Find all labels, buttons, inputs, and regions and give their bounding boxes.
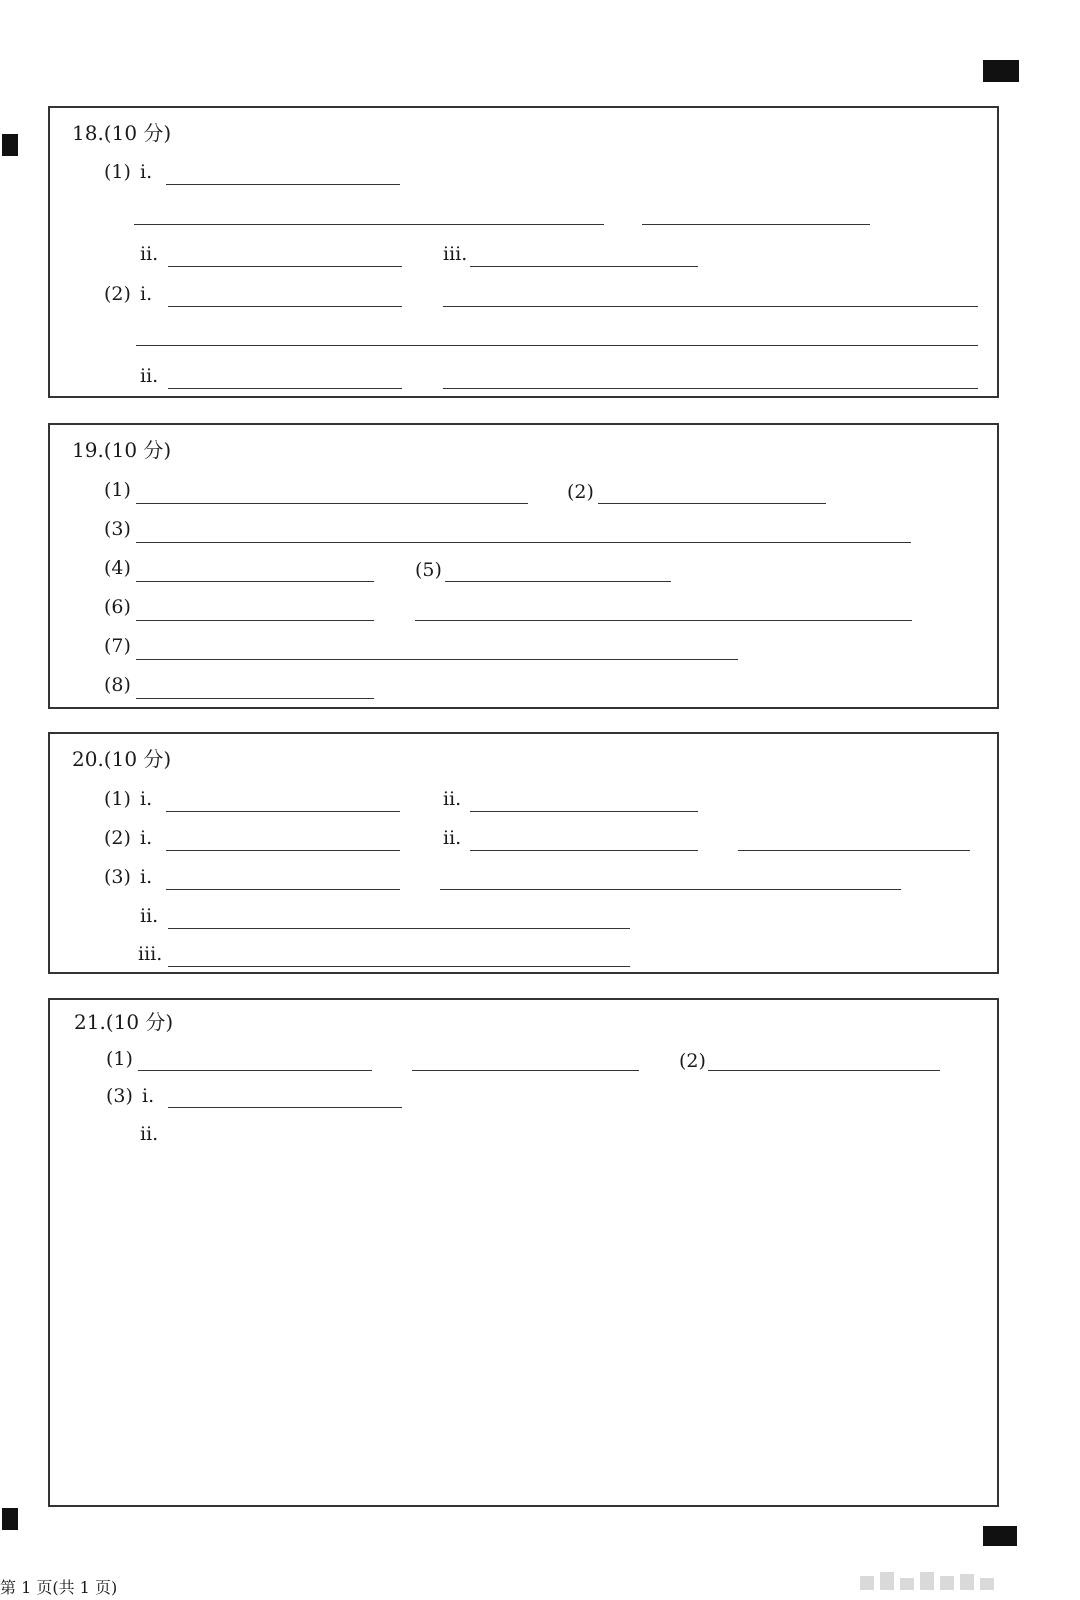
registration-mark-top-right <box>983 60 1019 82</box>
answer-blank[interactable] <box>470 266 698 267</box>
q19-part-7-label: (7) <box>104 635 131 657</box>
q19-part-4-label: (4) <box>104 557 131 579</box>
answer-blank[interactable] <box>642 224 870 225</box>
answer-blank[interactable] <box>136 503 528 504</box>
answer-blank[interactable] <box>136 698 374 699</box>
answer-blank[interactable] <box>166 184 400 185</box>
q19-part-8-label: (8) <box>104 674 131 696</box>
answer-blank[interactable] <box>138 1070 372 1071</box>
q20-part-3-sub-ii: ⅱ. <box>140 905 159 927</box>
q20-part-2-sub-ii: ⅱ. <box>443 827 462 849</box>
q19-part-1-label: (1) <box>104 479 131 501</box>
q19-part-5-label: (5) <box>415 559 442 581</box>
q20-part-3-label: (3) <box>104 866 131 888</box>
answer-blank[interactable] <box>134 224 604 225</box>
question-title-20: 20.(10 分) <box>72 747 172 771</box>
answer-blank[interactable] <box>412 1070 639 1071</box>
answer-box-q19 <box>48 423 999 709</box>
answer-writing-area[interactable] <box>60 1150 985 1495</box>
answer-blank[interactable] <box>168 966 630 967</box>
q20-part-2-label: (2) <box>104 827 131 849</box>
q21-part-3-label: (3) <box>106 1085 133 1107</box>
answer-blank[interactable] <box>166 889 400 890</box>
q20-part-1-sub-ii: ⅱ. <box>443 788 462 810</box>
question-title-18: 18.(10 分) <box>72 121 172 145</box>
answer-blank[interactable] <box>440 889 901 890</box>
page-number: 第 1 页(共 1 页) <box>0 1578 118 1597</box>
q21-part-3-sub-ii: ⅱ. <box>140 1123 159 1145</box>
answer-blank[interactable] <box>415 620 912 621</box>
answer-blank[interactable] <box>445 581 671 582</box>
q18-part-1-label: (1) <box>104 161 131 183</box>
answer-blank[interactable] <box>168 928 630 929</box>
answer-blank[interactable] <box>136 620 374 621</box>
answer-blank[interactable] <box>136 659 738 660</box>
q18-part-1-sub-ii: ⅱ. <box>140 243 159 265</box>
answer-blank[interactable] <box>738 850 970 851</box>
answer-blank[interactable] <box>168 266 402 267</box>
scan-artifact <box>860 1572 994 1590</box>
answer-box-q20 <box>48 732 999 974</box>
q20-part-2-sub-i: ⅰ. <box>140 827 153 849</box>
q20-part-3-sub-iii: ⅲ. <box>138 943 163 965</box>
q20-part-3-sub-i: ⅰ. <box>140 866 153 888</box>
answer-blank[interactable] <box>598 503 826 504</box>
q19-part-2-label: (2) <box>567 481 594 503</box>
q20-part-1-sub-i: ⅰ. <box>140 788 153 810</box>
answer-blank[interactable] <box>443 306 978 307</box>
answer-blank[interactable] <box>443 388 978 389</box>
answer-blank[interactable] <box>168 388 402 389</box>
answer-blank[interactable] <box>136 345 978 346</box>
q18-part-1-sub-iii: ⅲ. <box>443 243 468 265</box>
q21-part-2-label: (2) <box>679 1050 706 1072</box>
q18-part-2-label: (2) <box>104 283 131 305</box>
q18-part-1-sub-i: ⅰ. <box>140 161 153 183</box>
registration-mark-left-bottom <box>2 1508 18 1530</box>
answer-blank[interactable] <box>166 811 400 812</box>
registration-mark-left-top <box>2 134 18 156</box>
q20-part-1-label: (1) <box>104 788 131 810</box>
answer-blank[interactable] <box>166 850 400 851</box>
answer-blank[interactable] <box>136 542 911 543</box>
answer-box-q18 <box>48 106 999 398</box>
answer-blank[interactable] <box>470 811 698 812</box>
q21-part-1-label: (1) <box>106 1048 133 1070</box>
q18-part-2-sub-i: ⅰ. <box>140 283 153 305</box>
question-title-21: 21.(10 分) <box>74 1010 174 1034</box>
answer-blank[interactable] <box>168 306 402 307</box>
q21-part-3-sub-i: ⅰ. <box>142 1085 155 1107</box>
answer-blank[interactable] <box>136 581 374 582</box>
answer-blank[interactable] <box>168 1107 402 1108</box>
q19-part-6-label: (6) <box>104 596 131 618</box>
q18-part-2-sub-ii: ⅱ. <box>140 365 159 387</box>
registration-mark-bottom-right <box>983 1526 1017 1546</box>
question-title-19: 19.(10 分) <box>72 438 172 462</box>
answer-blank[interactable] <box>708 1070 940 1071</box>
q19-part-3-label: (3) <box>104 518 131 540</box>
answer-blank[interactable] <box>470 850 698 851</box>
